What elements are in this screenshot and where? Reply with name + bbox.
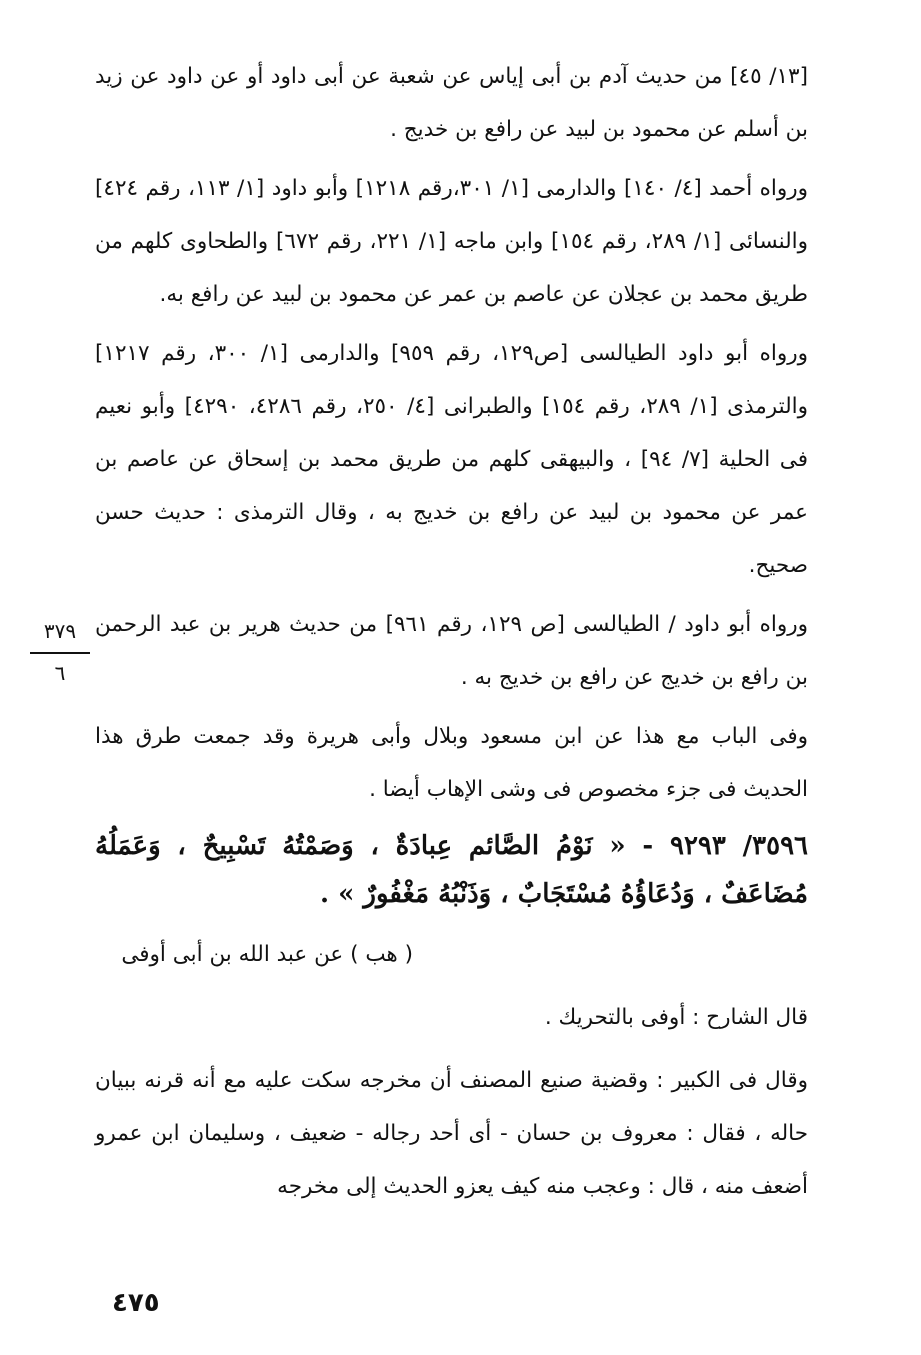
margin-reference-top: ٣٧٩ [43, 619, 77, 643]
margin-reference-bottom: ٦ [54, 661, 66, 685]
paragraph-fil-bab: وفى الباب مع هذا عن ابن مسعود وبلال وأبى هريرة وقد جمعت طرق هذا الحديث فى جزء مخصوص فى وشى الإهاب أيضا . [95, 724, 808, 802]
hadith-source: ( هب ) عن عبد الله بن أبى أوفى [121, 942, 413, 967]
paragraph-takhrij-4: ورواه أبو داود / الطيالسى [ص ١٢٩، رقم ٩٦١] من حديث هرير بن عبد الرحمن بن رافع بن خديج عن رافع بن خديج به . [95, 612, 809, 690]
margin-divider [30, 652, 90, 654]
page-number: ٤٧٥ [112, 1288, 160, 1318]
paragraph-takhrij-2: ورواه أحمد [٤/ ١٤٠] والدارمى [١/ ٣٠١،رقم ١٢١٨] وأبو داود [١/ ١١٣، رقم ٤٢٤] والنسائى [١/ ٢٨٩، رقم ١٥٤] وابن ماجه [١/ ٢٢١، رقم ٦٧٢] والطحاوى كلهم من طريق محمد بن عجلان عن عاصم بن عمر عن محمود بن لبيد عن رافع به. [95, 176, 809, 307]
paragraph-takhrij-3: ورواه أبو داود الطيالسى [ص١٢٩، رقم ٩٥٩] والدارمى [١/ ٣٠٠، رقم ١٢١٧] والترمذى [١/ ٢٨٩، رقم ١٥٤] والطبرانى [٤/ ٢٥٠، رقم ٤٢٨٦، ٤٢٩٠] وأبو نعيم فى الحلية [٧/ ٩٤] ، والبيهقى كلهم من طريق محمد بن إسحاق عن عاصم بن عمر عن محمود بن لبيد عن رافع بن خديج به ، وقال الترمذى : حديث حسن صحيح. [95, 341, 809, 578]
commentary-sharih: قال الشارح : أوفى بالتحريك . [544, 1005, 808, 1030]
margin-volume-reference [28, 618, 92, 686]
hadith-text: ٣٥٩٦/ ٩٢٩٣ - « نَوْمُ الصَّائم عِبادَةٌ ، وَصَمْتُهُ تَسْبِيحٌ ، وَعَمَلُهُ مُضَاعَفٌ ، وَدُعَاؤُهُ مُسْتَجَابٌ ، وَذَنْبُهُ مَغْفُورٌ » . [95, 831, 808, 909]
main-text-block [95, 50, 808, 1219]
paragraph-takhrij-1: [١٣/ ٤٥] من حديث آدم بن أبى إياس عن شعبة عن أبى داود أو عن داود عن زيد بن أسلم عن محمود بن لبيد عن رافع بن خديج . [95, 64, 808, 142]
commentary-kabir: وقال فى الكبير : وقضية صنيع المصنف أن مخرجه سكت عليه مع أنه قرنه ببيان حاله ، فقال : معروف بن حسان - أى أحد رجاله - ضعيف ، وسليمان ابن عمرو أضعف منه ، قال : وعجب منه كيف يعزو الحديث إلى مخرجه [95, 1068, 808, 1199]
